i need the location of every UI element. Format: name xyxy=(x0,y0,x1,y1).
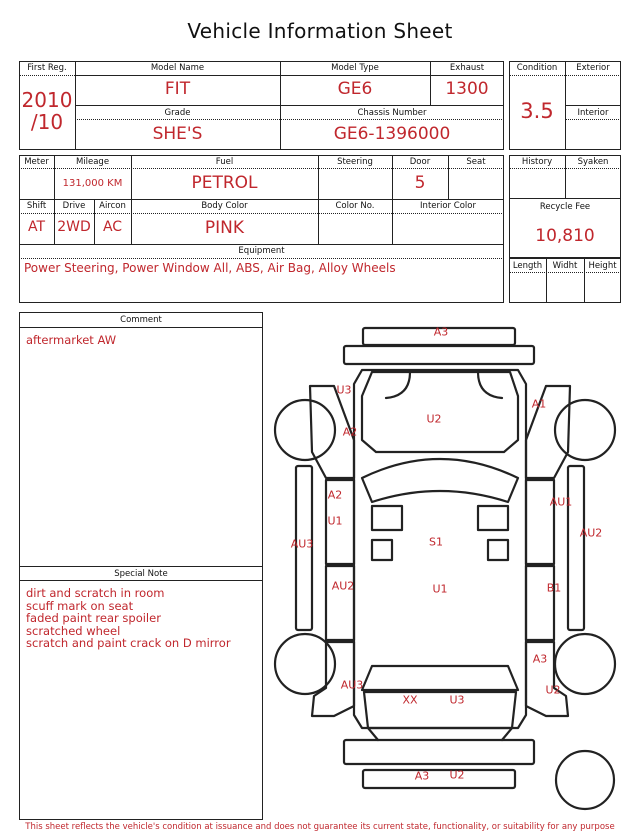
body-color-value: PINK xyxy=(204,218,245,238)
damage-mark-right-rear-fender-u: U2 xyxy=(545,683,561,697)
front-lower-bumper-shape xyxy=(344,346,534,364)
special-note-label: Special Note xyxy=(114,569,168,579)
chassis-number-label: Chassis Number xyxy=(357,108,427,118)
damage-mark-left-rocker: AU3 xyxy=(290,537,314,551)
page-title: Vehicle Information Sheet xyxy=(187,19,453,43)
shift-label: Shift xyxy=(26,201,47,211)
recycle-fee-value: 10,810 xyxy=(535,226,595,246)
door-value: 5 xyxy=(414,173,426,193)
special-note-line: scratch and paint crack on D mirror xyxy=(26,636,231,650)
damage-mark-left-front-door-u: U1 xyxy=(327,514,343,528)
seat-label: Seat xyxy=(466,157,486,167)
right-front-door-shape xyxy=(526,480,554,564)
interior-label: Interior xyxy=(577,108,609,118)
equipment-value: Power Steering, Power Window All, ABS, Air Bag, Alloy Wheels xyxy=(24,261,396,275)
special-note-line: scratched wheel xyxy=(26,623,121,638)
damage-mark-left-front-door-a: A2 xyxy=(327,488,343,502)
mileage-label: Mileage xyxy=(75,157,110,167)
damage-mark-rear-bumper-u: U2 xyxy=(449,768,465,782)
right-rocker-shape xyxy=(568,466,584,630)
recycle-fee-label: Recycle Fee xyxy=(539,202,591,212)
first-reg-year-value: 2010 xyxy=(21,88,73,112)
steering-label: Steering xyxy=(337,157,373,167)
damage-mark-tailgate-left: XX xyxy=(402,693,418,707)
right-rear-door-shape xyxy=(526,566,554,640)
damage-mark-rear-bumper-a: A3 xyxy=(414,769,430,783)
fuel-label: Fuel xyxy=(215,157,234,167)
aircon-label: Aircon xyxy=(99,201,126,211)
interior-color-label: Interior Color xyxy=(420,201,476,211)
meter-label: Meter xyxy=(24,157,49,167)
model-type-label: Model Type xyxy=(331,63,379,73)
special-note-line: faded paint rear spoiler xyxy=(26,611,161,625)
damage-mark-hood-left: U3 xyxy=(336,383,352,397)
grade-label: Grade xyxy=(164,108,191,118)
mileage-value: 131,000 KM xyxy=(62,178,123,189)
aircon-value: AC xyxy=(102,219,123,235)
damage-mark-right-front-door: AU1 xyxy=(549,495,573,509)
height-label: Height xyxy=(588,261,617,271)
length-label: Length xyxy=(512,261,543,271)
drive-label: Drive xyxy=(62,201,86,211)
door-label: Door xyxy=(409,157,431,167)
wheel-front-right-shape xyxy=(555,400,615,460)
left-rear-door-shape xyxy=(326,566,354,640)
body-color-label: Body Color xyxy=(201,201,248,211)
windshield-shape xyxy=(362,459,518,502)
rear-window-shape xyxy=(362,666,518,690)
damage-mark-left-rear-fender: AU3 xyxy=(340,678,364,692)
rear-bumper-shape xyxy=(344,740,534,764)
damage-mark-roof-rear: U1 xyxy=(432,582,448,596)
comment-label: Comment xyxy=(120,315,162,325)
wheel-front-left-shape xyxy=(275,400,335,460)
chassis-number-value: GE6-1396000 xyxy=(333,124,451,144)
equipment-label: Equipment xyxy=(238,246,285,256)
tailgate-shape xyxy=(364,692,516,728)
damage-mark-front-bumper: A3 xyxy=(433,325,449,339)
damage-mark-left-rear-door: AU2 xyxy=(331,579,355,593)
width-label: Widht xyxy=(552,261,578,271)
shift-value: AT xyxy=(27,219,46,235)
condition-value: 3.5 xyxy=(520,99,554,123)
special-note-line: dirt and scratch in room xyxy=(26,586,165,600)
first-reg-label: First Reg. xyxy=(27,63,67,73)
disclaimer-footer: This sheet reflects the vehicle's condition at issuance and does not guarantee its current state, functionality, or suitability for any purpose xyxy=(25,822,615,832)
drive-value: 2WD xyxy=(57,219,91,235)
damage-mark-roof: S1 xyxy=(429,535,443,549)
wheel-rear-right-shape xyxy=(555,634,615,694)
first-reg-month-value: /10 xyxy=(30,110,64,134)
damage-mark-left-front-fender: A2 xyxy=(342,425,358,439)
model-name-label: Model Name xyxy=(150,63,205,73)
color-no-label: Color No. xyxy=(335,201,375,211)
exterior-label: Exterior xyxy=(576,63,610,73)
damage-mark-right-rear-fender-a: A3 xyxy=(532,652,548,666)
damage-mark-tailgate-right: U3 xyxy=(449,693,465,707)
spare-wheel-shape xyxy=(556,751,614,809)
roof-shape xyxy=(372,506,402,530)
model-name-value: FIT xyxy=(164,79,191,99)
fuel-value: PETROL xyxy=(191,173,258,193)
history-label: History xyxy=(521,157,553,167)
special-note-line: scuff mark on seat xyxy=(26,598,134,613)
exhaust-label: Exhaust xyxy=(449,63,485,73)
exhaust-value: 1300 xyxy=(445,79,489,99)
damage-mark-right-rocker: AU2 xyxy=(579,526,603,540)
comment-line: aftermarket AW xyxy=(26,333,117,347)
damage-mark-hood: U2 xyxy=(426,412,442,426)
damage-mark-right-front-fender: A1 xyxy=(531,397,547,411)
syaken-label: Syaken xyxy=(577,157,609,167)
damage-mark-right-rear-door: B1 xyxy=(546,581,562,595)
rear-lower-bumper-shape xyxy=(363,770,515,788)
model-type-value: GE6 xyxy=(337,79,373,99)
grade-value: SHE'S xyxy=(152,124,203,144)
condition-label: Condition xyxy=(516,63,558,73)
